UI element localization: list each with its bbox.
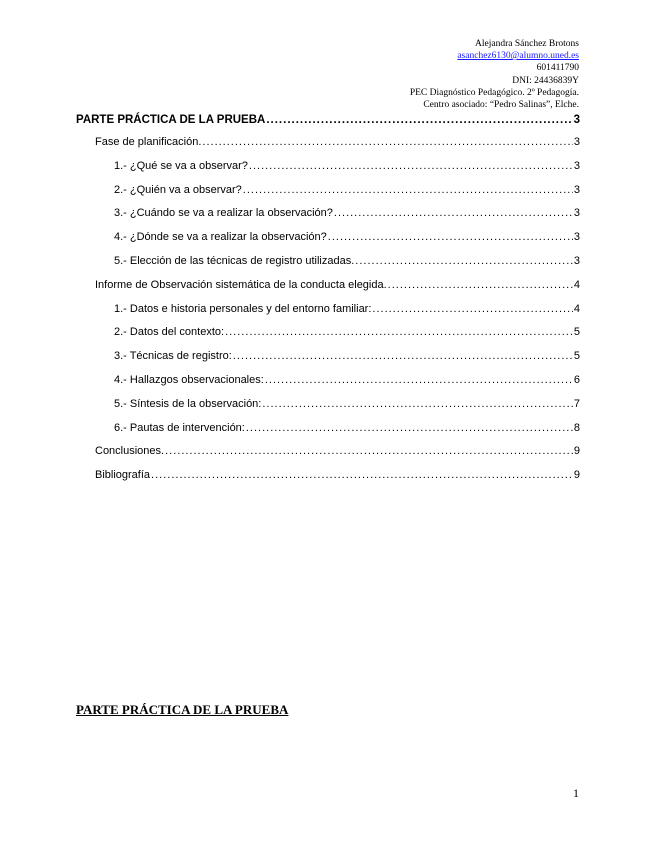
toc-entry-page: 3 [573,183,580,196]
toc-entry-page: 9 [573,469,580,482]
toc-entry-text: Bibliografía [95,469,151,482]
toc-leader-dots [243,184,573,196]
toc-entry-page: 3 [573,254,580,267]
toc-entry-text: 5.- Elección de las técnicas de registro utilizadas. [114,254,355,267]
toc-entry-text: 3.- Técnicas de registro: [114,350,232,363]
toc-entry-text: Informe de Observación sistemática de la conducta elegida. [95,278,387,291]
toc-entry[interactable] [76,374,580,398]
toc-leader-dots [266,114,572,126]
toc-leader-dots [202,136,572,148]
toc-leader-dots [233,350,573,362]
toc-entry-text: PARTE PRÁCTICA DE LA PRUEBA [76,114,266,126]
toc-leader-dots [262,398,573,410]
toc-entry[interactable] [76,184,580,208]
author-header [410,38,579,111]
toc-leader-dots [265,374,573,386]
toc-entry-page: 9 [573,445,580,458]
toc-entry-text: 2.- ¿Quién va a observar? [114,183,242,196]
toc-entry-page: 3 [573,207,580,220]
toc-entry[interactable] [76,350,580,374]
toc-entry-page: 4 [573,302,580,315]
toc-entry-page: 3 [573,114,580,126]
toc-entry-page: 3 [573,159,580,172]
toc-entry[interactable] [76,231,580,255]
toc-entry[interactable] [76,326,580,350]
toc-entry-text: 2.- Datos del contexto: [114,326,225,339]
toc-entry-text: Conclusiones. [95,445,165,458]
toc-entry-text: 4.- ¿Dónde se va a realizar la observación? [114,231,327,244]
toc-entry[interactable] [76,303,580,327]
toc-entry-page: 3 [573,136,580,148]
toc-entry-text: Fase de planificación. [95,136,202,148]
toc-leader-dots [165,445,573,457]
toc-entry-text: 4.- Hallazgos observacionales: [114,373,264,386]
toc-entry-page: 5 [573,350,580,363]
toc-entry-page: 6 [573,373,580,386]
toc-entry[interactable] [76,469,580,493]
toc-entry-page: 8 [573,421,580,434]
author-phone: 601411790 [536,63,579,74]
toc-entry-text: 6.- Pautas de intervención: [114,421,245,434]
toc-entry[interactable] [76,445,580,469]
section-heading: PARTE PRÁCTICA DE LA PRUEBA [76,702,289,717]
toc-leader-dots [328,231,573,243]
toc-leader-dots [355,255,573,267]
toc-entry-text: 3.- ¿Cuándo se va a realizar la observación? [114,207,333,220]
toc-leader-dots [334,207,573,219]
course-info: PEC Diagnóstico Pedagógico. 2º Pedagogía. [409,87,579,98]
table-of-contents [76,114,580,493]
toc-leader-dots [246,422,573,434]
toc-leader-dots [249,160,573,172]
toc-entry-text: 5.- Síntesis de la observación: [114,397,262,410]
author-email-link[interactable]: asanchez6130@alumno.uned.es [457,51,579,62]
toc-leader-dots [225,326,573,338]
toc-entry[interactable] [76,279,580,303]
toc-entry[interactable] [76,160,580,184]
toc-leader-dots [372,303,572,315]
toc-entry-text: 1.- Datos e historia personales y del entorno familiar: [114,302,372,315]
toc-entry[interactable] [76,398,580,422]
toc-leader-dots [388,279,573,291]
toc-entry-page: 4 [573,278,580,291]
toc-leader-dots [151,469,573,481]
toc-entry-page: 5 [573,326,580,339]
toc-entry-text: 1.- ¿Qué se va a observar? [114,159,248,172]
author-dni: DNI: 24436839Y [512,75,579,86]
toc-entry[interactable] [76,114,580,136]
toc-entry[interactable] [76,422,580,446]
center-info: Centro asociado: “Pedro Salinas”, Elche. [423,100,579,111]
toc-entry[interactable] [76,255,580,279]
author-name: Alejandra Sánchez Brotons [475,39,579,49]
toc-entry[interactable] [76,207,580,231]
page-number: 1 [573,786,579,800]
toc-entry-page: 7 [573,397,580,410]
toc-entry[interactable] [76,136,580,160]
toc-entry-page: 3 [573,231,580,244]
